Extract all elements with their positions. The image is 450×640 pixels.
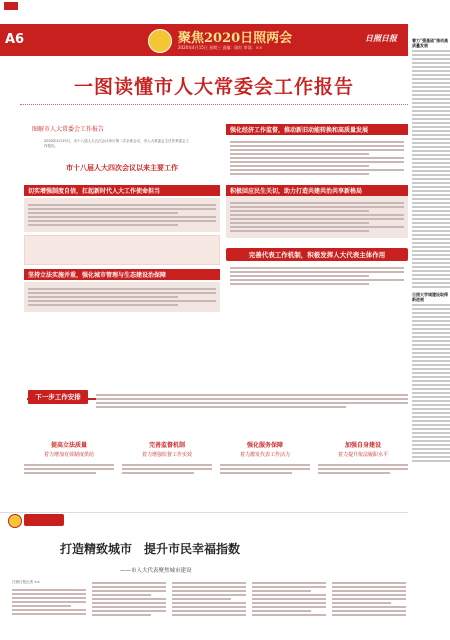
next-steps-label: 下一步工作安排	[28, 390, 88, 404]
article-column	[92, 580, 166, 618]
next-step-col	[122, 440, 212, 476]
next-step-col	[24, 440, 114, 476]
divider	[20, 104, 408, 105]
page-headline: 一图读懂市人大常委会工作报告	[73, 76, 354, 98]
section-separator	[0, 512, 408, 513]
article-column	[332, 580, 406, 618]
left-box1-content	[24, 198, 220, 232]
top-red-marker	[4, 2, 18, 10]
section-tag	[24, 514, 64, 526]
right-box2-title: 积极回应民生关切，助力打造共建共治共享新格局	[226, 185, 408, 196]
emblem-icon	[148, 29, 172, 53]
right-box1-content	[226, 135, 408, 181]
article-headline: 打造精致城市 提升市民幸福指数	[60, 542, 241, 556]
article-column	[172, 580, 246, 618]
next-step-subtitle: 着力增加有效制度供给	[43, 452, 94, 458]
next-step-col	[318, 440, 408, 476]
section-heading: 市十八届人大四次会议以来主要工作	[66, 164, 178, 172]
next-step-title: 完善监督机制	[148, 442, 185, 449]
left-panel	[24, 116, 220, 394]
article-subtitle: ——市人大代表聚焦城市建设	[120, 568, 192, 574]
right-box1-title: 强化经济工作监督，推动新旧动能转换和高质量发展	[226, 124, 408, 135]
next-step-title: 加强自身建设	[344, 442, 381, 449]
next-step-title: 提高立法质量	[50, 442, 87, 449]
right-panel	[226, 116, 408, 394]
article-byline: 日照日报记者 ××	[12, 580, 40, 584]
article-column	[252, 580, 326, 618]
article-body	[12, 580, 408, 638]
top-strip	[0, 0, 450, 14]
next-steps-columns	[24, 440, 408, 508]
next-step-subtitle: 着力激发代表工作活力	[239, 452, 290, 458]
next-step-subtitle: 着力增强监督工作实效	[141, 452, 192, 458]
emblem-icon	[8, 514, 22, 528]
next-step-subtitle: 着力提升依法履职水平	[337, 452, 388, 458]
left-box2-title: 坚持立法实施并重，强化城市管理与生态建设治保障	[24, 269, 220, 280]
right-column-title: 着力"强基础"推动高质量发展	[412, 38, 449, 48]
right-column	[412, 38, 450, 640]
next-steps-intro	[96, 392, 408, 410]
section-title: 聚焦2020日照两会	[178, 31, 293, 46]
right-box3-title: 完善代表工作机制，积极发挥人大代表主体作用	[226, 248, 408, 261]
page-number: A6	[5, 32, 25, 47]
left-panel-intro: 2020年4月15日，市十八届人大五次会议举行第二次全体会议，市人大常委会主任作常委会工作报告。	[44, 139, 190, 148]
right-box2-content	[226, 196, 408, 238]
illustration	[24, 235, 220, 265]
next-step-title: 强化服务保障	[246, 442, 283, 449]
right-column-title: 日照大学城建设取得新进展	[412, 292, 448, 302]
article-column	[12, 580, 86, 617]
paper-logo: 日照日报	[365, 34, 397, 43]
left-box2-content	[24, 282, 220, 312]
left-box1-title: 切实增强制度自信，扛起新时代人大工作使命担当	[24, 185, 220, 196]
masthead	[0, 24, 408, 56]
date-line: 2020年4月15日 星期三 责编：陈红 审读：××	[178, 45, 263, 50]
right-box3-content	[226, 261, 408, 291]
next-step-col	[220, 440, 310, 476]
left-panel-title: 图解市人大常委会工作报告	[32, 126, 105, 133]
